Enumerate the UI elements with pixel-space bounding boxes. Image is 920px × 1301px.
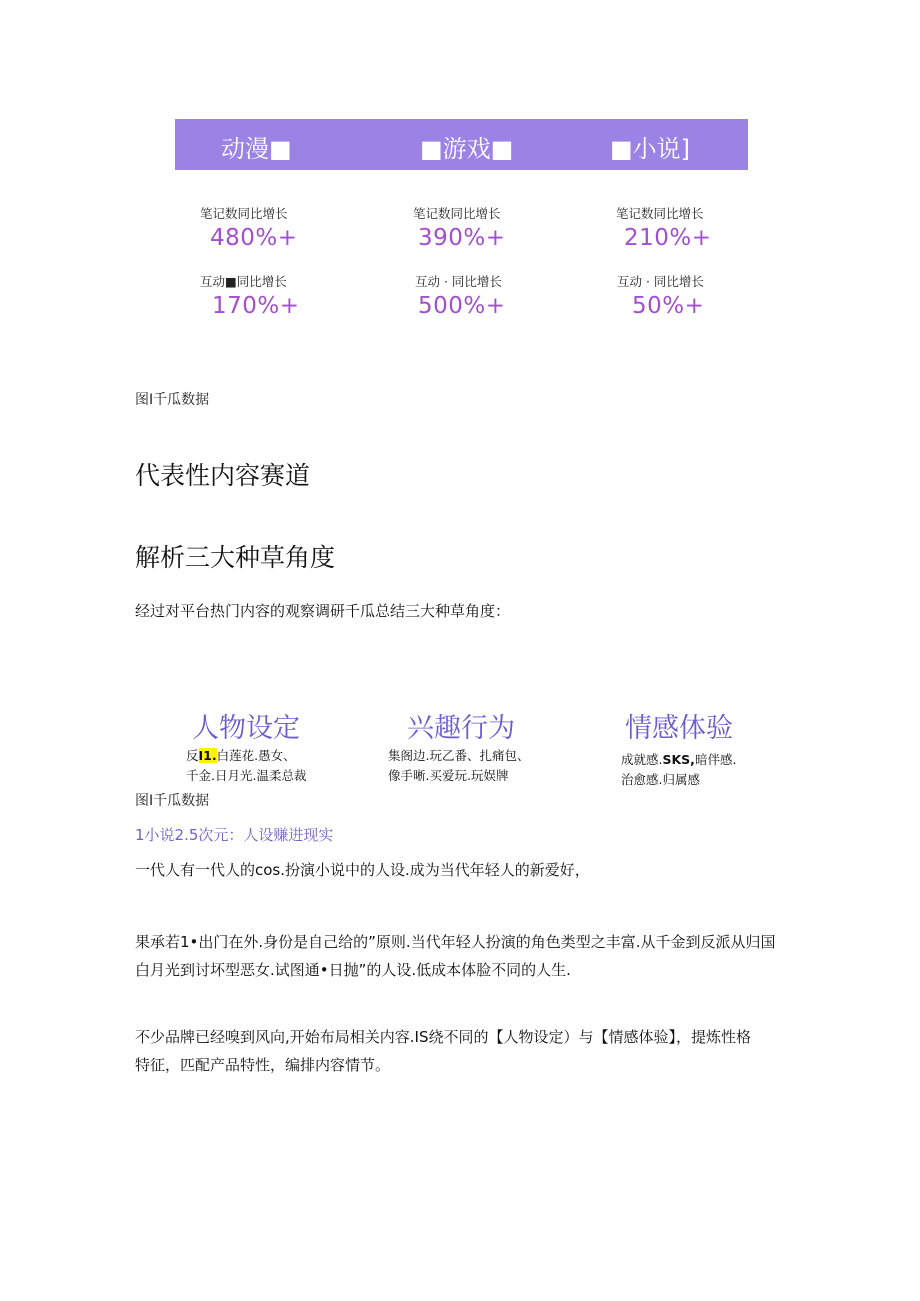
banner-novels: ■小说]: [610, 135, 691, 163]
tag-bold: SKS,: [662, 752, 695, 767]
tag-line: 像手晰.买爱玩.玩娱牌: [388, 768, 509, 782]
category-tags: [388, 746, 529, 782]
category-tags: [186, 746, 306, 782]
stat-notes-value: 480%+: [210, 225, 298, 251]
banner-anime: 动漫■: [221, 135, 292, 163]
stat-notes-value: 390%+: [418, 225, 506, 251]
body-paragraph-line: 特征，匹配产品特性，编排内容情节。: [135, 1056, 391, 1074]
body-paragraph-line: 白月光到讨坏型恶女.试图通•日抛”的人设.低成本体脸不同的人生.: [135, 961, 571, 979]
stat-interact-value: 500%+: [418, 293, 506, 319]
stat-interact-label: 互动■同比增长: [200, 274, 287, 289]
body-paragraph-line: 不少品牌已经嗅到风向,开始布局相关内容.IS绕不同的【人物设定）与【情感体验】，提炼性格: [135, 1028, 751, 1046]
stat-interact-value: 50%+: [632, 293, 705, 319]
category-banner: [175, 119, 748, 170]
body-paragraph: 一代人有一代人的cos.扮演小说中的人设.成为当代年轻人的新爱好，: [135, 861, 590, 879]
category-title: 人物设定: [192, 713, 300, 744]
tag-line: 治愈感.归属感: [621, 772, 700, 786]
figure-caption: 图I千瓜数据: [135, 392, 210, 408]
category-title: 兴趣行为: [407, 713, 515, 744]
tag-text: 暗伴感.: [694, 752, 737, 767]
banner-games: ■游戏■: [420, 135, 514, 163]
body-paragraph-line: 果承若1•出门在外.身份是自己给的”原则.当代年轻人扮演的角色类型之丰富.从千金到反派从归国: [135, 933, 776, 951]
tag-highlight: I1.: [198, 748, 217, 763]
intro-paragraph: 经过对平台热门内容的观察调研千瓜总结三大种草角度：: [135, 602, 511, 620]
stat-notes-label: 笔记数同比增长: [413, 206, 501, 221]
section-heading: 解析三大种草角度: [135, 543, 336, 572]
stat-notes-value: 210%+: [624, 225, 712, 251]
stat-notes-label: 笔记数同比增长: [200, 206, 288, 221]
stat-interact-label: 互动 · 同比增长: [617, 274, 704, 289]
section-heading: 代表性内容赛道: [135, 461, 311, 490]
stat-interact-value: 170%+: [212, 293, 300, 319]
category-tags: [621, 750, 736, 786]
tag-text: 反: [186, 748, 199, 763]
stat-notes-label: 笔记数同比增长: [616, 206, 704, 221]
figure-caption: 图I千瓜数据: [135, 790, 215, 810]
category-title: 情感体验: [625, 713, 733, 744]
tag-line: 集阁边.玩乙番、扎痛包、: [388, 748, 530, 763]
subsection-heading: 1小说2.5次元：人设赚进现实: [135, 826, 334, 844]
tag-line: 千金.日月光.温柔总裁: [186, 768, 307, 782]
tag-text: 成就感.: [621, 752, 663, 767]
tag-text: 白莲花.愚女、: [216, 748, 296, 763]
stat-interact-label: 互动 · 同比增长: [415, 274, 502, 289]
